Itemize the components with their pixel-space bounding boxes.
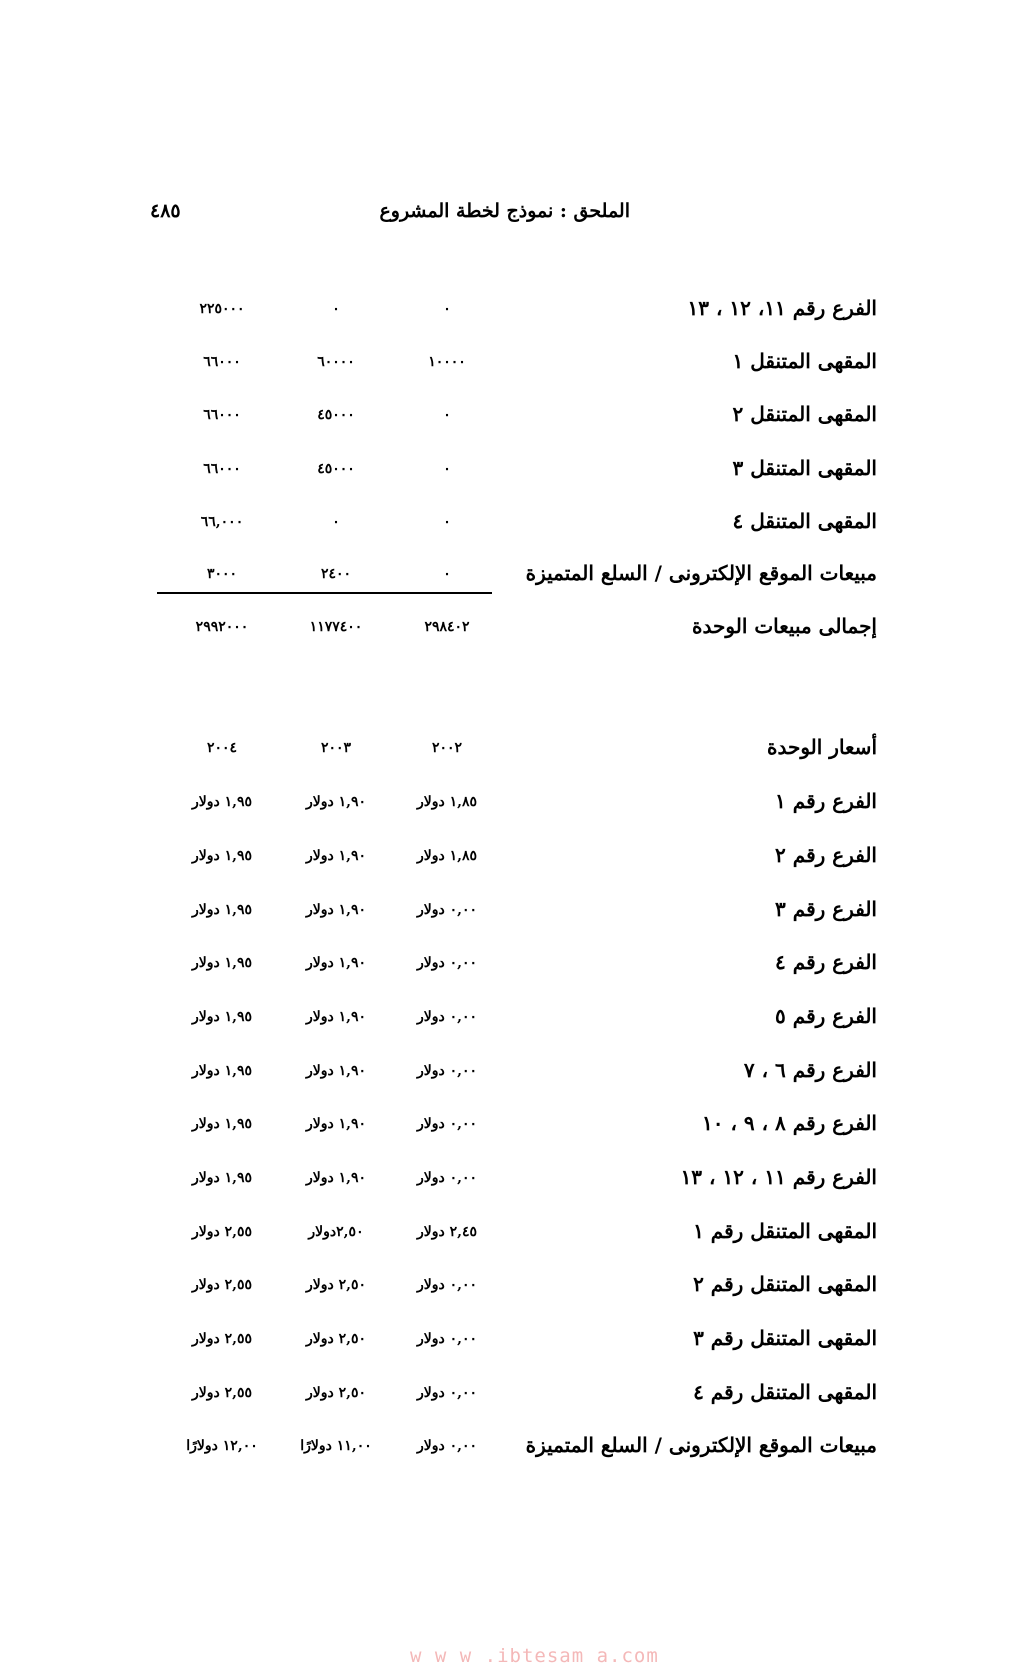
- price-2003: ١١,٠٠ دولارًا: [300, 1438, 372, 1454]
- table-row: [0, 897, 1020, 927]
- price-2003: ١,٩٠ دولار: [305, 1063, 367, 1079]
- table-header-row: [0, 735, 1020, 765]
- price-2004: ١,٩٥ دولار: [191, 955, 253, 971]
- price-2002: ٠,٠٠ دولار: [416, 1331, 478, 1347]
- table-row: [0, 1111, 1020, 1141]
- price-2004: ١,٩٥ دولار: [191, 794, 253, 810]
- value-2003: ٦٠٠٠٠: [317, 354, 355, 370]
- price-2002: ٠,٠٠ دولار: [416, 1116, 478, 1132]
- row-label: المقهى المتنقل رقم ٢: [693, 1272, 877, 1296]
- row-label: الفرع رقم ٨ ، ٩ ، ١٠: [702, 1111, 877, 1135]
- price-2002: ٠,٠٠ دولار: [416, 955, 478, 971]
- price-2002: ١,٨٥ دولار: [416, 848, 478, 864]
- price-2003: ١,٩٠ دولار: [305, 902, 367, 918]
- row-label: المقهى المتنقل ٢: [732, 402, 877, 426]
- row-label: المقهى المتنقل ٣: [732, 456, 877, 480]
- price-2002: ٠,٠٠ دولار: [416, 1063, 478, 1079]
- value-2002: ١٠٠٠٠: [428, 354, 466, 370]
- row-label: الفرع رقم ٣: [775, 897, 877, 921]
- price-2003: ١,٩٠ دولار: [305, 794, 367, 810]
- year-header-2002: ٢٠٠٢: [431, 740, 463, 756]
- value-2003: ٠: [332, 514, 340, 530]
- page-number: ٤٨٥: [150, 200, 181, 222]
- value-2004: ٦٦,٠٠٠: [200, 514, 244, 530]
- table-row: [0, 561, 1020, 591]
- row-label: الفرع رقم ١١، ١٢ ، ١٣: [687, 296, 877, 320]
- price-2003: ١,٩٠ دولار: [305, 1009, 367, 1025]
- price-2003: ١,٩٠ دولار: [305, 955, 367, 971]
- table-row: [0, 1380, 1020, 1410]
- price-2002: ٠,٠٠ دولار: [416, 902, 478, 918]
- price-2003: ٢,٥٠ دولار: [305, 1331, 367, 1347]
- price-2002: ٠,٠٠ دولار: [416, 1170, 478, 1186]
- price-2004: ٢,٥٥ دولار: [191, 1277, 253, 1293]
- total-label: إجمالى مبيعات الوحدة: [692, 614, 877, 638]
- value-2002: ٠: [443, 566, 451, 582]
- value-2004: ٢٢٥٠٠٠: [199, 301, 245, 317]
- table-row: [0, 402, 1020, 432]
- value-2004: ٦٦٠٠٠: [203, 354, 241, 370]
- row-label: الفرع رقم ٢: [775, 843, 877, 867]
- row-label: مبيعات الموقع الإلكترونى / السلع المتميزة: [525, 1433, 877, 1457]
- price-2003: ٢,٥٠ دولار: [305, 1385, 367, 1401]
- value-2004: ٦٦٠٠٠: [203, 461, 241, 477]
- value-2002: ٠: [443, 461, 451, 477]
- total-row: [0, 614, 1020, 644]
- value-2002: ٠: [443, 407, 451, 423]
- row-label: الفرع رقم ٤: [775, 950, 877, 974]
- price-2002: ٠,٠٠ دولار: [416, 1009, 478, 1025]
- row-label: الفرع رقم ١١ ، ١٢ ، ١٣: [680, 1165, 877, 1189]
- row-label: الفرع رقم ٥: [775, 1004, 877, 1028]
- table-row: [0, 456, 1020, 486]
- price-2004: ٢,٥٥ دولار: [191, 1385, 253, 1401]
- row-label: الفرع رقم ٦ ، ٧: [743, 1058, 877, 1082]
- table-row: [0, 1326, 1020, 1356]
- table-row: [0, 296, 1020, 326]
- price-2004: ٢,٥٥ دولار: [191, 1331, 253, 1347]
- table-row: [0, 1219, 1020, 1249]
- price-2003: ١,٩٠ دولار: [305, 848, 367, 864]
- running-header-title: الملحق : نموذج لخطة المشروع: [379, 200, 630, 222]
- table-row: [0, 843, 1020, 873]
- value-2002: ٠: [443, 514, 451, 530]
- value-2004: ٣٠٠٠: [206, 566, 238, 582]
- row-label: المقهى المتنقل رقم ١: [693, 1219, 877, 1243]
- row-label: المقهى المتنقل ١: [732, 349, 877, 373]
- watermark: w w w .ibtesam a.com: [410, 1645, 659, 1667]
- price-2003: ١,٩٠ دولار: [305, 1170, 367, 1186]
- price-2003: ٢,٥٠ دولار: [305, 1277, 367, 1293]
- year-header-2004: ٢٠٠٤: [206, 740, 238, 756]
- table-row: [0, 1058, 1020, 1088]
- row-label: مبيعات الموقع الإلكترونى / السلع المتميزة: [525, 561, 877, 585]
- row-label: الفرع رقم ١: [775, 789, 877, 813]
- price-2004: ١,٩٥ دولار: [191, 902, 253, 918]
- section-heading: أسعار الوحدة: [767, 735, 877, 759]
- value-2004: ٦٦٠٠٠: [203, 407, 241, 423]
- table-row: [0, 1433, 1020, 1463]
- table-row: [0, 789, 1020, 819]
- table-row: [0, 1272, 1020, 1302]
- price-2004: ١,٩٥ دولار: [191, 1063, 253, 1079]
- price-2003: ٢,٥٠دولار: [308, 1224, 364, 1240]
- price-2004: ١٢,٠٠ دولارًا: [186, 1438, 258, 1454]
- row-label: المقهى المتنقل رقم ٣: [693, 1326, 877, 1350]
- value-2003: ٠: [332, 301, 340, 317]
- price-2004: ١,٩٥ دولار: [191, 848, 253, 864]
- price-2002: ٠,٠٠ دولار: [416, 1277, 478, 1293]
- total-2003: ١١٧٧٤٠٠: [309, 619, 363, 635]
- value-2003: ٤٥٠٠٠: [317, 407, 355, 423]
- price-2002: ٠,٠٠ دولار: [416, 1438, 478, 1454]
- price-2004: ١,٩٥ دولار: [191, 1116, 253, 1132]
- price-2002: ١,٨٥ دولار: [416, 794, 478, 810]
- value-2003: ٤٥٠٠٠: [317, 461, 355, 477]
- table-row: [0, 1004, 1020, 1034]
- price-2004: ١,٩٥ دولار: [191, 1170, 253, 1186]
- price-2004: ٢,٥٥ دولار: [191, 1224, 253, 1240]
- sum-divider-line: [157, 592, 492, 594]
- value-2003: ٢٤٠٠: [320, 566, 352, 582]
- table-row: [0, 509, 1020, 539]
- price-2004: ١,٩٥ دولار: [191, 1009, 253, 1025]
- price-2002: ٠,٠٠ دولار: [416, 1385, 478, 1401]
- table-row: [0, 349, 1020, 379]
- row-label: المقهى المتنقل ٤: [732, 509, 877, 533]
- row-label: المقهى المتنقل رقم ٤: [693, 1380, 877, 1404]
- total-2002: ٢٩٨٤٠٢: [424, 619, 470, 635]
- year-header-2003: ٢٠٠٣: [320, 740, 352, 756]
- price-2002: ٢,٤٥ دولار: [416, 1224, 478, 1240]
- price-2003: ١,٩٠ دولار: [305, 1116, 367, 1132]
- table-row: [0, 1165, 1020, 1195]
- total-2004: ٢٩٩٢٠٠٠: [195, 619, 249, 635]
- value-2002: ٠: [443, 301, 451, 317]
- table-row: [0, 950, 1020, 980]
